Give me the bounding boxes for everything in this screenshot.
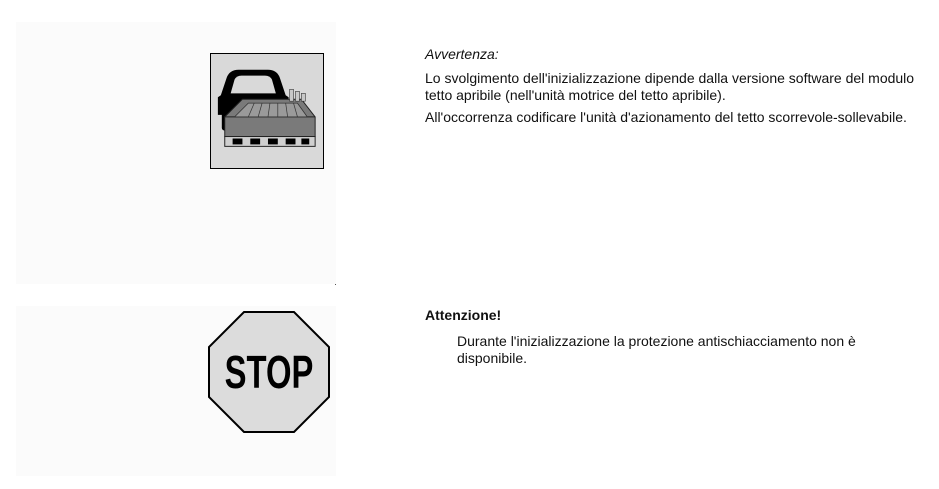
car-control-unit-icon — [210, 53, 324, 169]
divider-mark — [335, 284, 336, 285]
notice-paragraph-2: All'occorrenza codificare l'unità d'azionamento del tetto scorrevole-sollevabile. — [425, 108, 907, 125]
notice-block — [425, 46, 925, 130]
warning-block — [425, 307, 925, 368]
notice-paragraph-1: Lo svolgimento dell'inizializzazione dipende dalla versione software del modulo tetto apribile (nell'unità motrice del tetto apribile). — [425, 69, 915, 103]
warning-label: Attenzione! — [425, 307, 502, 323]
stop-sign-icon — [208, 311, 330, 433]
stop-sign-text: STOP — [224, 347, 314, 399]
notice-label: Avvertenza: — [425, 46, 499, 62]
warning-text: Durante l'inizializzazione la protezione antischiacciamento non è disponibile. — [457, 332, 856, 366]
